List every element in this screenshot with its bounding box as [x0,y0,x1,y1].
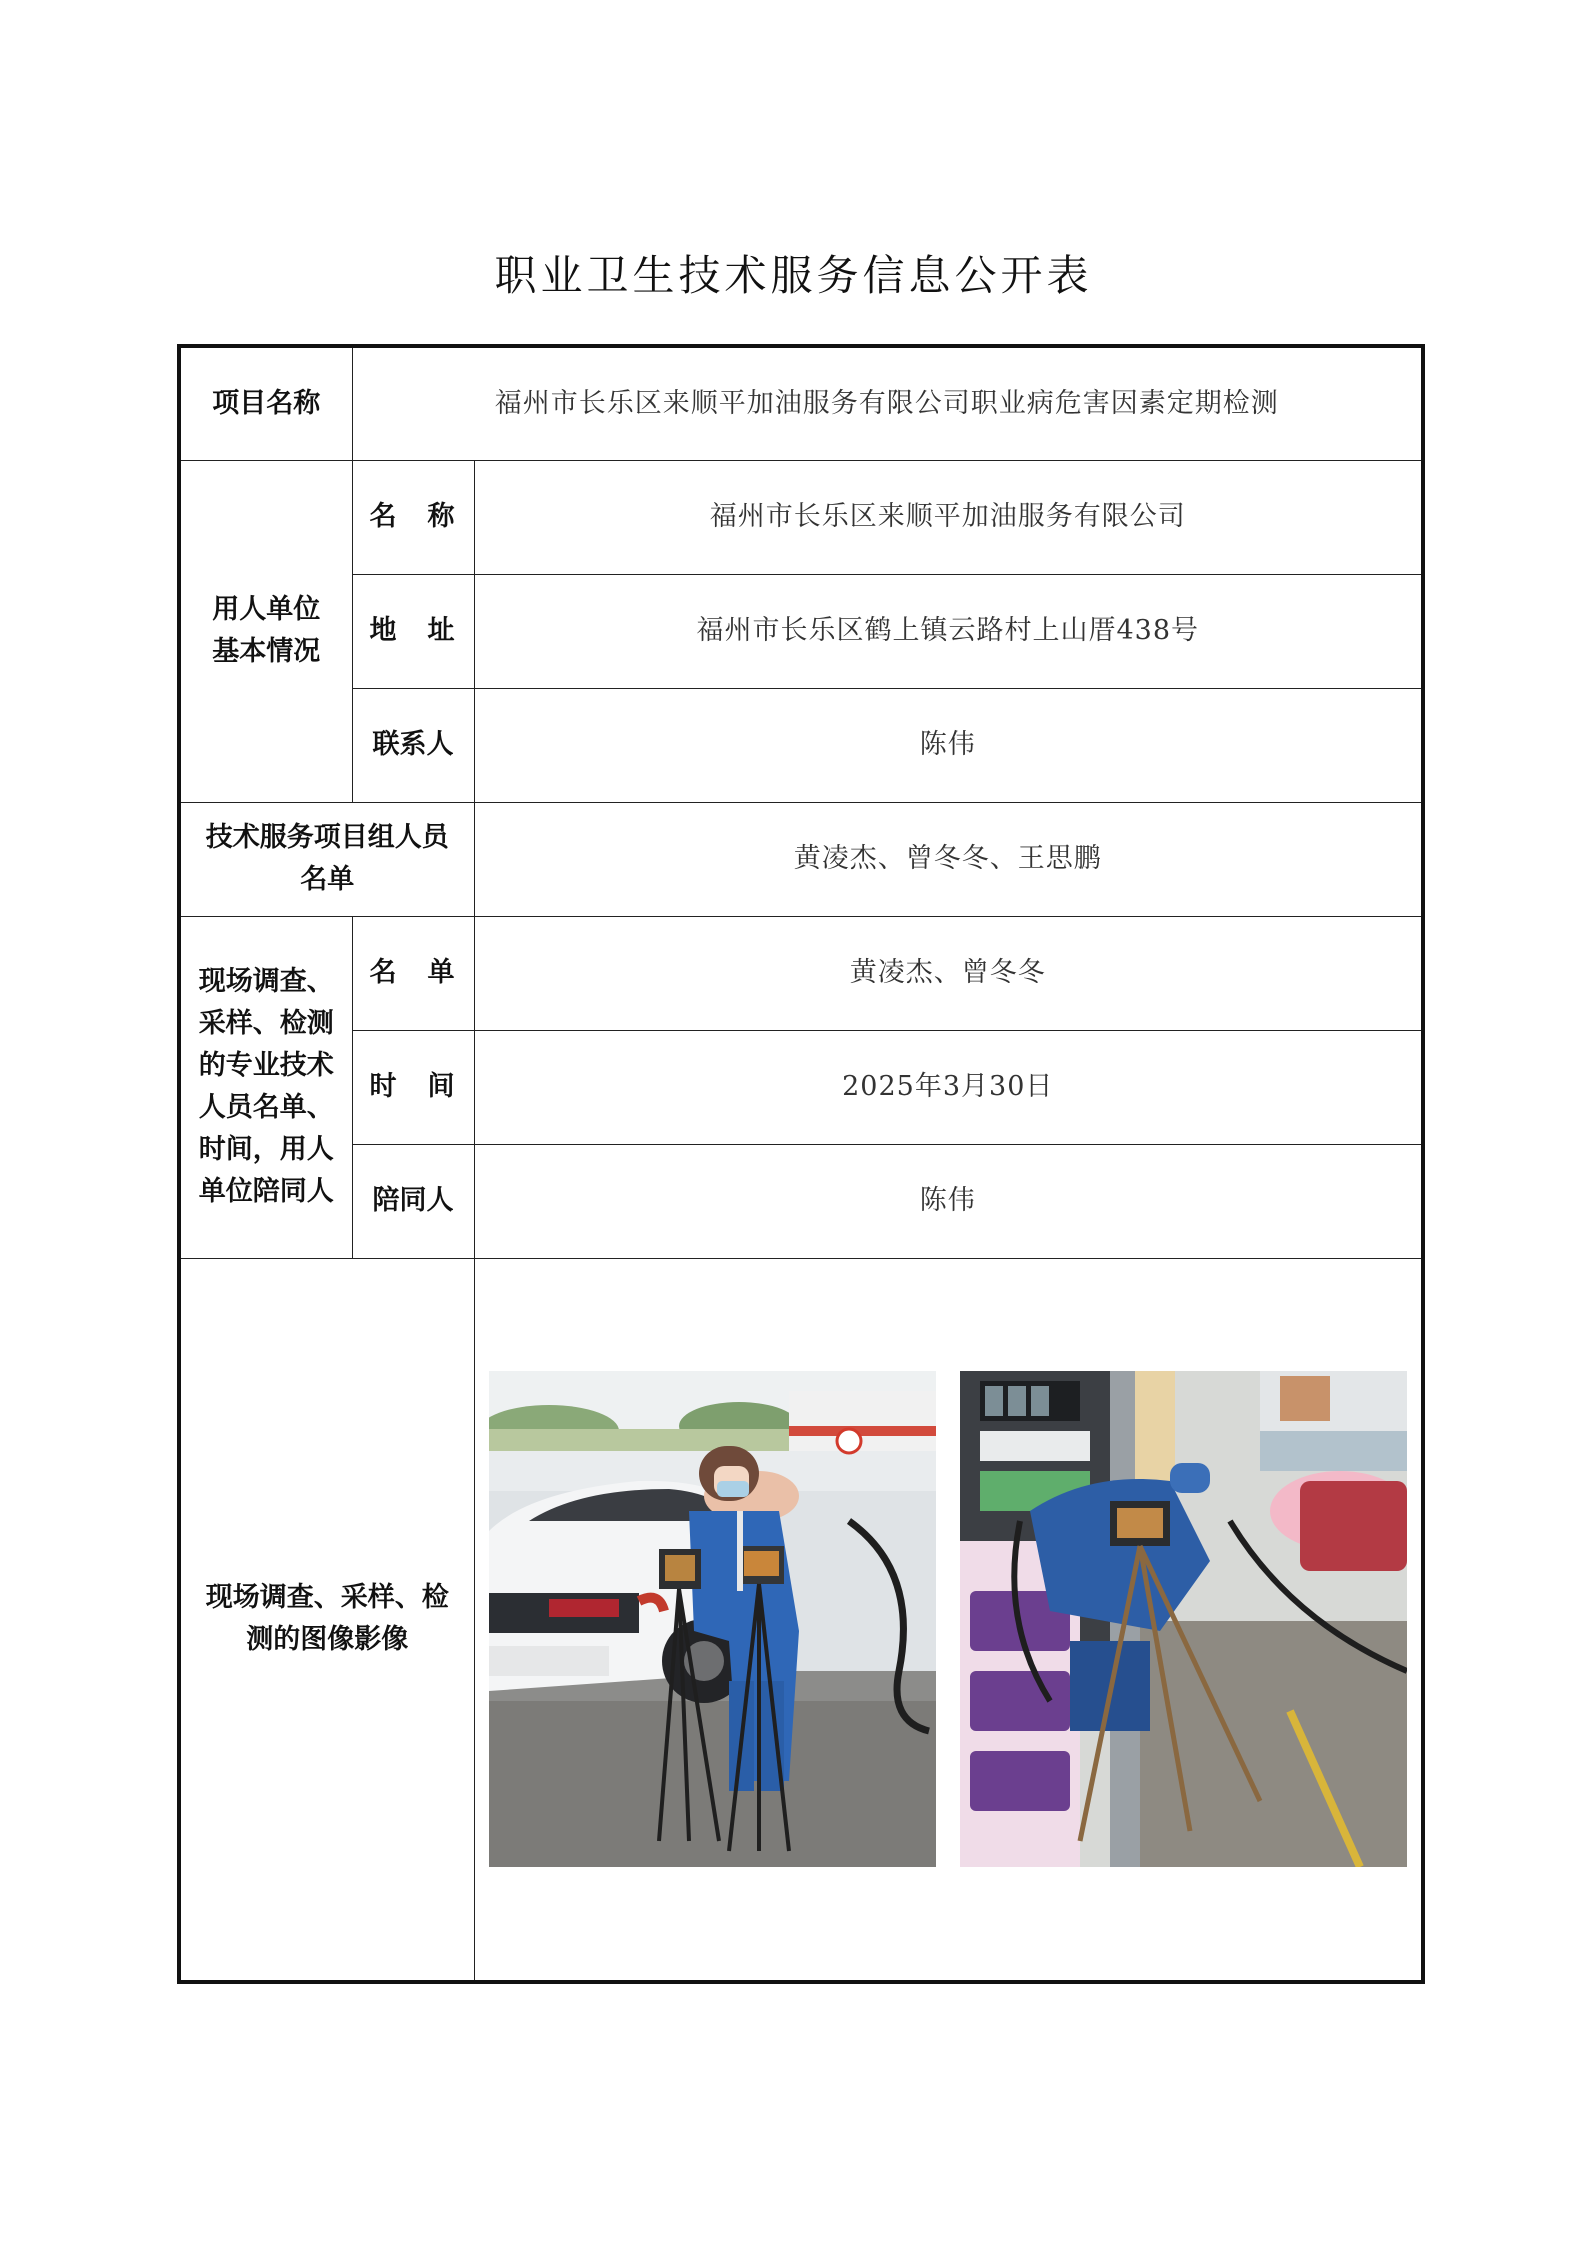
info-table [177,344,1425,1984]
site-photo-fuel-dispenser [960,1371,1407,1867]
document-title: 职业卫生技术服务信息公开表 [494,251,1093,300]
field-list-label: 名 单 [352,916,474,1030]
row-images [179,1258,1423,1982]
employer-address-label: 地 址 [352,574,474,688]
employer-contact-value: 陈伟 [474,688,1423,802]
field-time-value: 2025年3月30日 [474,1030,1423,1144]
field-time-label: 时 间 [352,1030,474,1144]
team-label [179,802,474,916]
employer-section-label [179,460,352,802]
images-label [179,1258,474,1982]
images-label-text: 现场调查、采样、检测的图像影像 [205,1582,449,1656]
project-name-label: 项目名称 [179,346,352,460]
team-label-text: 技术服务项目组人员名单 [205,822,449,895]
images-cell [474,1258,1423,1982]
employer-section-text: 用人单位基本情况 [212,594,321,667]
employer-contact-label: 联系人 [352,688,474,802]
site-photo-refueling-car [489,1371,936,1867]
field-section-label [179,916,352,1258]
field-section-text: 现场调查、采样、检测的专业技术人员名单、时间，用人单位陪同人 [198,966,334,1207]
row-employer-name [179,460,1423,574]
employer-name-value: 福州市长乐区来顺平加油服务有限公司 [474,460,1423,574]
row-field-list [179,916,1423,1030]
row-field-companion [179,1144,1423,1258]
row-employer-contact [179,688,1423,802]
field-list-value: 黄凌杰、曾冬冬 [474,916,1423,1030]
field-companion-value: 陈伟 [474,1144,1423,1258]
team-value: 黄凌杰、曾冬冬、王思鹏 [474,802,1423,916]
row-project-name [179,346,1423,460]
row-team [179,802,1423,916]
photo-gallery [475,1371,1422,1867]
employer-address-value: 福州市长乐区鹤上镇云路村上山厝438号 [474,574,1423,688]
row-employer-address [179,574,1423,688]
row-field-time [179,1030,1423,1144]
project-name-value: 福州市长乐区来顺平加油服务有限公司职业病危害因素定期检测 [352,346,1423,460]
field-companion-label: 陪同人 [352,1144,474,1258]
employer-name-label: 名 称 [352,460,474,574]
